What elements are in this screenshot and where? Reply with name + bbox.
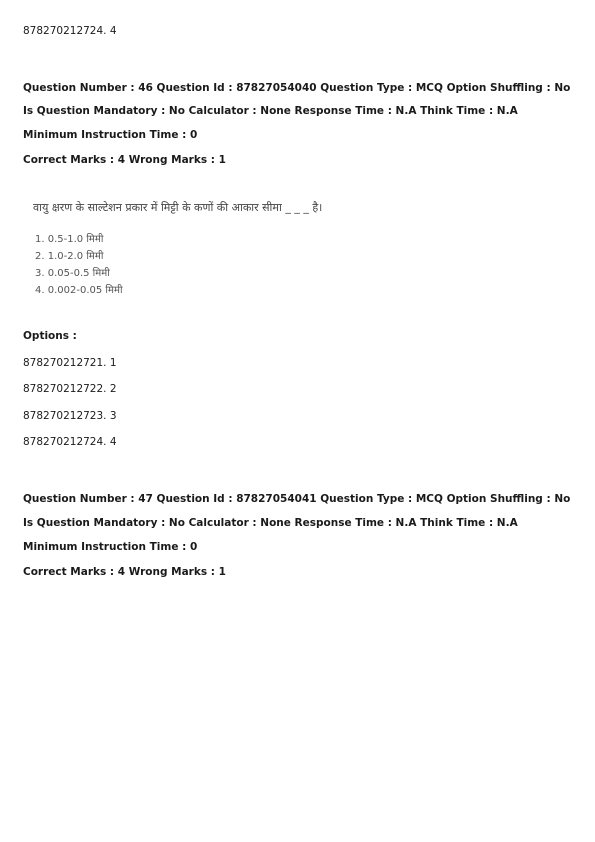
prev-option-line: 878270212724. 4 (23, 25, 117, 37)
option-id-1: 878270212721. 1 (23, 357, 117, 369)
q46-choice-list (35, 231, 123, 300)
option-id-3: 878270212723. 3 (23, 410, 117, 422)
choice-4: 4. 0.002-0.05 मिमी (35, 285, 123, 296)
choice-2: 2. 1.0-2.0 मिमी (35, 251, 104, 262)
choice-1: 1. 0.5-1.0 मिमी (35, 234, 104, 245)
q46-question-text: वायु क्षरण के साल्टेशन प्रकार में मिट्टी के कणों की आकार सीमा _ _ _ है। (33, 201, 323, 214)
q47-header-line3: Minimum Instruction Time : 0 (23, 541, 198, 553)
q46-header-line3: Minimum Instruction Time : 0 (23, 129, 198, 141)
q46-header-line2: Is Question Mandatory : No Calculator : None Response Time : N.A Think Time : N.A (23, 105, 518, 117)
choice-3: 3. 0.05-0.5 मिमी (35, 268, 110, 279)
q47-header-line1: Question Number : 47 Question Id : 87827054041 Question Type : MCQ Option Shuffling : No (23, 493, 571, 505)
q46-header-line1: Question Number : 46 Question Id : 87827054040 Question Type : MCQ Option Shuffling : No (23, 82, 571, 94)
q47-marks: Correct Marks : 4 Wrong Marks : 1 (23, 566, 226, 578)
option-id-4: 878270212724. 4 (23, 436, 117, 448)
options-label: Options : (23, 330, 77, 342)
option-id-2: 878270212722. 2 (23, 383, 117, 395)
q46-marks: Correct Marks : 4 Wrong Marks : 1 (23, 154, 226, 166)
q47-header-line2: Is Question Mandatory : No Calculator : None Response Time : N.A Think Time : N.A (23, 517, 518, 529)
